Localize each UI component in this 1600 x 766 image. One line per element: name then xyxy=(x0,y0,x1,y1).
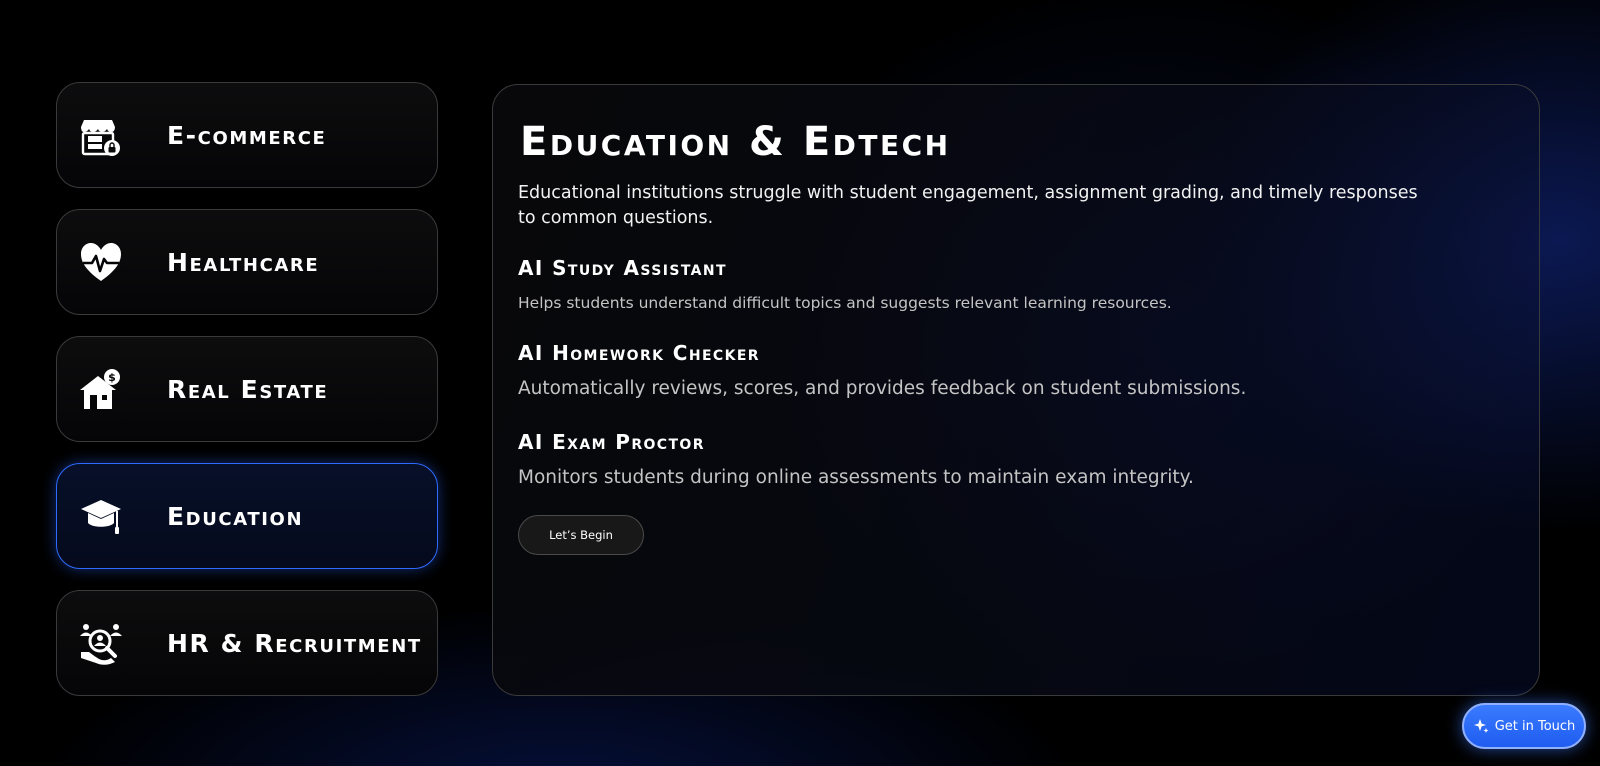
feature-description: Monitors students during online assessments to maintain exam integrity. xyxy=(518,467,1194,488)
feature-title: AI Homework Checker xyxy=(518,341,760,365)
panel-title: Education & Edtech xyxy=(520,119,951,165)
tab-healthcare[interactable] xyxy=(56,209,438,315)
tab-hr-recruitment[interactable] xyxy=(56,590,438,696)
shop-icon xyxy=(79,114,123,158)
tab-label: E-commerce xyxy=(167,120,327,150)
tab-label: Healthcare xyxy=(167,247,320,277)
get-in-touch-label: Get in Touch xyxy=(1494,718,1576,734)
tab-ecommerce[interactable] xyxy=(56,82,438,188)
sparkle-icon xyxy=(1473,718,1489,734)
feature-description: Helps students understand difficult topics and suggests relevant learning resources. xyxy=(518,294,1172,312)
feature-description: Automatically reviews, scores, and provides feedback on student submissions. xyxy=(518,378,1247,399)
feature-title: AI Study Assistant xyxy=(518,256,727,280)
heart-pulse-icon xyxy=(79,241,123,285)
recruitment-search-icon xyxy=(79,622,123,666)
tab-education[interactable] xyxy=(56,463,438,569)
tab-label: Education xyxy=(167,501,304,531)
svg-text:$: $ xyxy=(108,371,116,384)
tab-label: HR & Recruitment xyxy=(167,628,422,658)
panel-description: Educational institutions struggle with student engagement, assignment grading, and timely responses to common questions. xyxy=(518,183,1418,228)
house-dollar-icon xyxy=(79,368,123,412)
feature-title: AI Exam Proctor xyxy=(518,430,705,454)
get-in-touch-button[interactable] xyxy=(1462,703,1586,749)
tab-label: Real Estate xyxy=(167,374,329,404)
lets-begin-button[interactable]: Let’s Begin xyxy=(518,515,644,555)
tab-real-estate[interactable] xyxy=(56,336,438,442)
graduation-cap-icon xyxy=(79,495,123,539)
industry-detail-panel xyxy=(492,84,1540,696)
